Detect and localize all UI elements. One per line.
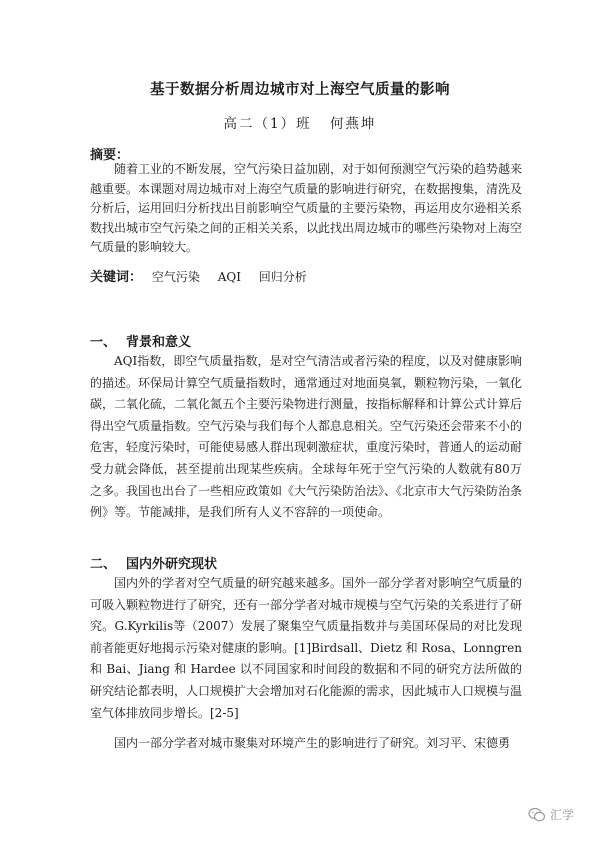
section-number: 一、: [90, 335, 117, 350]
keywords: [90, 266, 321, 285]
wechat-icon: [528, 807, 546, 823]
abstract-text: 随着工业的不断发展，空气污染日益加剧，对于如何预测空气污染的趋势越来越重要。本课题对周边城市对上海空气质量的影响进行研究，在数据搜集，清洗及分析后，运用回归分析找出目前影响空气质量的主要污染物，再运用皮尔逊相关系数找出城市空气污染之间的正相关关系，以此找出周边城市的哪些污染物对上海空气质量的影响较大。: [90, 162, 523, 254]
section-heading: [90, 553, 217, 572]
keyword-item: AQI: [217, 270, 241, 284]
watermark-text: 汇学: [550, 808, 575, 822]
section-title: 国内外研究现状: [126, 557, 218, 572]
body-paragraph: AQI指数，即空气质量指数，是对空气清洁或者污染的程度，以及对健康影响的描述。环保局计算空气质量指数时，通常通过对地面臭氧，颗粒物污染，一氧化碳，二氧化硫，二氧化氮五个主要污染物进行测量，按指标解释和计算公式计算后得出空气质量指数。空气污染与我们每个人都息息相关。空气污染还会带来不小的危害，轻度污染时，可能使易感人群出现刺激症状，重度污染时，普通人的运动耐受力就会降低，甚至提前出现某些疾病。全球每年死于空气污染的人数就有80万之多。我国也出台了一些相应政策如《大气污染防治法》、《北京市大气污染防治条例》等。节能减排，是我们所有人义不容辞的一项使命。: [90, 354, 523, 520]
keyword-item: 回归分析: [258, 270, 307, 284]
section-heading: [90, 331, 191, 350]
watermark: [528, 806, 574, 823]
paper-title: 基于数据分析周边城市对上海空气质量的影响: [150, 82, 450, 98]
abstract-label: 摘要：: [90, 148, 130, 163]
section-number: 二、: [90, 557, 117, 572]
author-class: 高二（1）班: [223, 116, 312, 132]
body-paragraph: 国内外的学者对空气质量的研究越来越多。国外一部分学者对影响空气质量的可吸入颗粒物进行了研究，还有一部分学者对城市规模与空气污染的关系进行了研究。G.Kyrkilis等（2007）发展了聚集空气质量指数并与美国环保局的对比发现前者能更好地揭示污染对健康的影响。[1]Birdsall、Dietz 和 Rosa、Lonngren 和 Bai、Jiang 和 Hardee 以不同国家和时间段的数据和不同的研究方法所做的研究结论都表明，人口规模扩大会增加对石化能源的需求，因此城市人口规模与温室气体排放同步增长。[2-5]: [90, 576, 523, 720]
author-line: [0, 112, 600, 132]
keyword-item: 空气污染: [151, 270, 200, 284]
keywords-label: 关键词：: [90, 270, 143, 285]
section-title: 背景和意义: [126, 335, 192, 350]
body-paragraph: 国内一部分学者对城市聚集对环境产生的影响进行了研究。刘习平、宋德勇: [114, 736, 511, 750]
author-name: 何燕坤: [329, 116, 377, 132]
